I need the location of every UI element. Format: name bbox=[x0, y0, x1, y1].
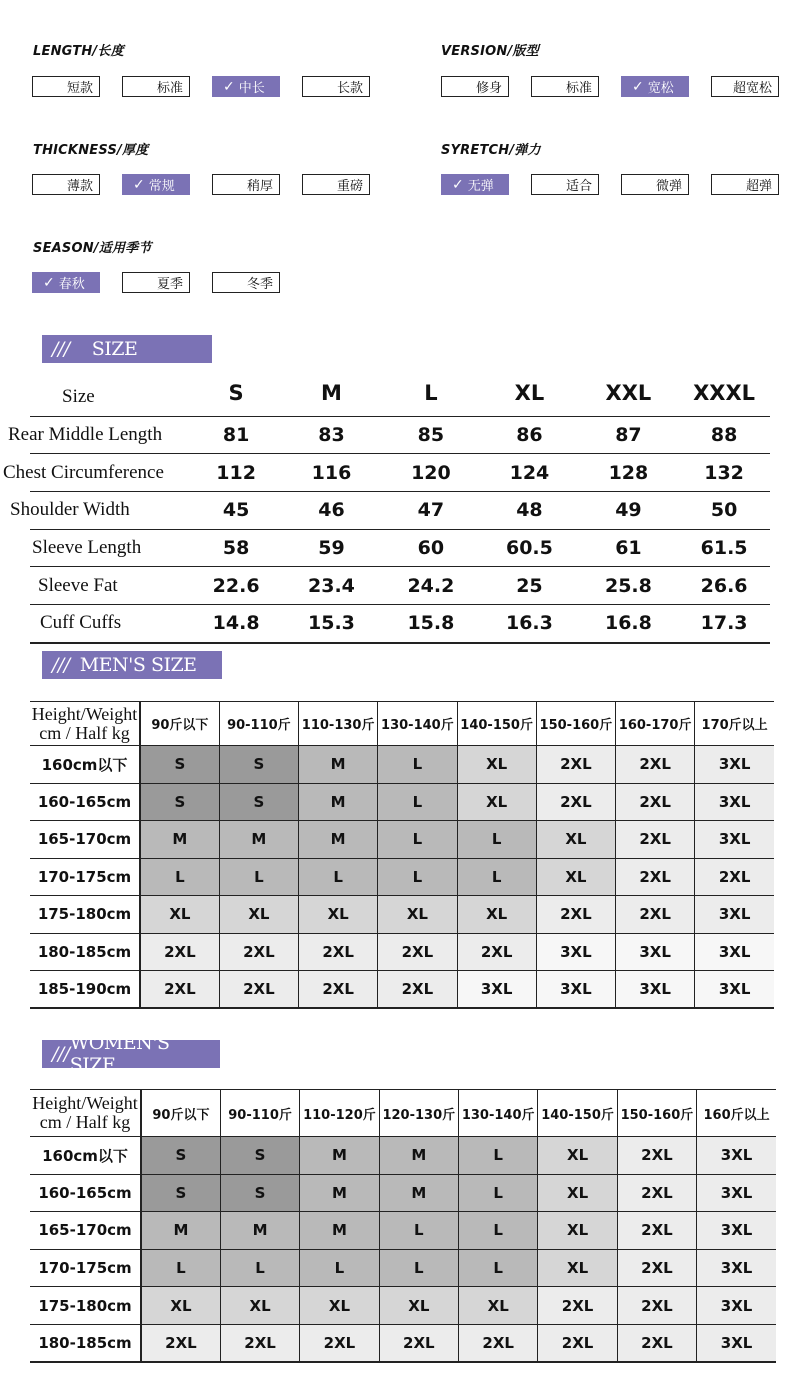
size-header-row bbox=[30, 371, 770, 416]
size-cell: XL bbox=[538, 1212, 617, 1250]
chart-row bbox=[30, 971, 774, 1009]
size-cell: 3XL bbox=[695, 896, 774, 934]
womens-size-chart bbox=[30, 1089, 776, 1363]
size-cell: 86 bbox=[480, 416, 579, 454]
banner-slashes: /// bbox=[52, 1043, 70, 1065]
size-cell: M bbox=[299, 821, 378, 859]
size-cell: XL bbox=[378, 896, 457, 934]
size-row-label-text: Sleeve Length bbox=[32, 537, 142, 559]
size-cell: M bbox=[379, 1137, 458, 1175]
size-cell: 3XL bbox=[697, 1287, 776, 1325]
size-header-cell: L bbox=[382, 371, 481, 416]
corner-line-1: Height/Weight bbox=[31, 703, 138, 724]
chart-row bbox=[30, 858, 774, 896]
chart-header-row bbox=[30, 702, 774, 746]
option-box[interactable] bbox=[212, 174, 280, 195]
size-cell: 3XL bbox=[697, 1249, 776, 1287]
size-cell: S bbox=[141, 1174, 220, 1212]
season-label: SEASON/适用季节 bbox=[33, 241, 152, 256]
option-label: 适合 bbox=[565, 179, 592, 194]
height-label: 160cm以下 bbox=[30, 746, 140, 784]
height-label: 180-185cm bbox=[30, 933, 140, 971]
chart-row bbox=[30, 1137, 776, 1175]
size-cell: L bbox=[220, 1249, 299, 1287]
weight-header-cell: 90斤以下 bbox=[140, 702, 219, 746]
size-cell: L bbox=[379, 1249, 458, 1287]
height-label: 185-190cm bbox=[30, 971, 140, 1009]
size-cell: 3XL bbox=[695, 783, 774, 821]
size-cell: 3XL bbox=[616, 971, 695, 1009]
size-cell: 26.6 bbox=[678, 567, 770, 605]
thickness-options bbox=[32, 174, 392, 195]
size-cell: L bbox=[459, 1137, 538, 1175]
size-cell: 25.8 bbox=[579, 567, 678, 605]
size-cell: M bbox=[140, 821, 219, 859]
size-cell: 59 bbox=[281, 529, 381, 567]
size-cell: L bbox=[378, 746, 457, 784]
option-box[interactable] bbox=[621, 76, 689, 97]
season-options bbox=[32, 272, 302, 293]
size-cell: 112 bbox=[191, 454, 281, 492]
chart-row bbox=[30, 933, 774, 971]
size-row-label-text: Chest Circumference bbox=[3, 461, 164, 483]
check-icon: ✓ bbox=[133, 176, 145, 193]
size-cell: XL bbox=[457, 746, 536, 784]
size-cell: 3XL bbox=[536, 971, 615, 1009]
size-cell: 58 bbox=[191, 529, 281, 567]
size-cell: 2XL bbox=[617, 1137, 696, 1175]
check-icon: ✓ bbox=[223, 78, 235, 95]
size-cell: 22.6 bbox=[191, 567, 281, 605]
option-box[interactable] bbox=[441, 76, 509, 97]
option-label: 宽松 bbox=[647, 81, 674, 96]
chart-row bbox=[30, 1324, 776, 1362]
size-cell: 3XL bbox=[536, 933, 615, 971]
size-row bbox=[30, 416, 770, 454]
size-cell: 2XL bbox=[220, 1324, 299, 1362]
size-cell: XL bbox=[538, 1249, 617, 1287]
option-label: 稍厚 bbox=[246, 179, 273, 194]
size-cell: 120 bbox=[382, 454, 481, 492]
option-label: 标准 bbox=[565, 81, 592, 96]
size-cell: 83 bbox=[281, 416, 381, 454]
size-cell: S bbox=[219, 783, 298, 821]
size-cell: 60 bbox=[382, 529, 481, 567]
size-cell: 2XL bbox=[616, 858, 695, 896]
weight-header-cell: 130-140斤 bbox=[459, 1090, 538, 1137]
size-cell: 50 bbox=[678, 492, 770, 530]
option-box[interactable] bbox=[711, 76, 779, 97]
size-cell: XL bbox=[141, 1287, 220, 1325]
corner-label bbox=[30, 1090, 141, 1137]
size-cell: L bbox=[378, 821, 457, 859]
size-row bbox=[30, 605, 770, 643]
option-box[interactable] bbox=[122, 76, 190, 97]
size-cell: M bbox=[300, 1212, 379, 1250]
option-box[interactable] bbox=[122, 174, 190, 195]
size-cell: XL bbox=[457, 783, 536, 821]
weight-header-cell: 90-110斤 bbox=[220, 1090, 299, 1137]
size-cell: 17.3 bbox=[678, 605, 770, 643]
option-label: 薄款 bbox=[66, 179, 93, 194]
size-cell: 128 bbox=[579, 454, 678, 492]
option-label: 长款 bbox=[336, 81, 363, 96]
option-label: 无弹 bbox=[467, 179, 494, 194]
option-box[interactable] bbox=[212, 76, 280, 97]
size-cell: 24.2 bbox=[382, 567, 481, 605]
size-header-label: Size bbox=[30, 371, 191, 416]
weight-header-cell: 140-150斤 bbox=[457, 702, 536, 746]
size-cell: 81 bbox=[191, 416, 281, 454]
option-box[interactable] bbox=[32, 76, 100, 97]
size-cell: 2XL bbox=[536, 896, 615, 934]
size-cell: XL bbox=[538, 1174, 617, 1212]
size-cell: XL bbox=[219, 896, 298, 934]
size-row bbox=[30, 492, 770, 530]
size-cell: 3XL bbox=[697, 1324, 776, 1362]
size-cell: 3XL bbox=[457, 971, 536, 1009]
size-cell: 2XL bbox=[617, 1212, 696, 1250]
size-cell: M bbox=[299, 783, 378, 821]
size-cell: XL bbox=[299, 896, 378, 934]
size-cell: 3XL bbox=[695, 821, 774, 859]
size-cell: 25 bbox=[480, 567, 579, 605]
size-cell: 88 bbox=[678, 416, 770, 454]
weight-header-cell: 120-130斤 bbox=[379, 1090, 458, 1137]
weight-header-cell: 110-130斤 bbox=[299, 702, 378, 746]
size-row bbox=[30, 529, 770, 567]
chart-row bbox=[30, 783, 774, 821]
weight-header-cell: 90-110斤 bbox=[219, 702, 298, 746]
size-cell: XL bbox=[300, 1287, 379, 1325]
size-header-cell: XXXL bbox=[678, 371, 770, 416]
stretch-options bbox=[441, 174, 801, 195]
size-cell: 2XL bbox=[140, 971, 219, 1009]
height-label: 160-165cm bbox=[30, 783, 140, 821]
size-cell: 2XL bbox=[457, 933, 536, 971]
size-row-label bbox=[3, 454, 191, 492]
size-cell: 2XL bbox=[378, 971, 457, 1009]
weight-header-cell: 150-160斤 bbox=[617, 1090, 696, 1137]
size-cell: L bbox=[379, 1212, 458, 1250]
size-cell: 2XL bbox=[299, 971, 378, 1009]
height-label: 160-165cm bbox=[30, 1174, 141, 1212]
size-cell: 14.8 bbox=[191, 605, 281, 643]
chart-row bbox=[30, 1174, 776, 1212]
size-cell: 3XL bbox=[695, 746, 774, 784]
length-options bbox=[32, 76, 392, 97]
size-cell: 2XL bbox=[379, 1324, 458, 1362]
banner-title: MEN'S SIZE bbox=[79, 654, 197, 676]
size-cell: 2XL bbox=[617, 1249, 696, 1287]
size-row-label bbox=[8, 416, 191, 454]
size-cell: L bbox=[219, 858, 298, 896]
version-label: VERSION/版型 bbox=[441, 44, 539, 59]
height-label: 165-170cm bbox=[30, 1212, 141, 1250]
size-cell: L bbox=[140, 858, 219, 896]
corner-label bbox=[30, 702, 140, 746]
size-cell: 2XL bbox=[140, 933, 219, 971]
size-header-cell: S bbox=[191, 371, 281, 416]
size-cell: XL bbox=[457, 896, 536, 934]
option-box[interactable] bbox=[302, 76, 370, 97]
weight-header-cell: 90斤以下 bbox=[141, 1090, 220, 1137]
size-cell: 2XL bbox=[219, 933, 298, 971]
size-cell: L bbox=[299, 858, 378, 896]
option-box[interactable] bbox=[531, 76, 599, 97]
size-cell: 2XL bbox=[695, 858, 774, 896]
size-cell: 2XL bbox=[538, 1324, 617, 1362]
length-label: LENGTH/长度 bbox=[33, 44, 124, 59]
size-cell: 116 bbox=[281, 454, 381, 492]
size-cell: 2XL bbox=[459, 1324, 538, 1362]
size-cell: M bbox=[299, 746, 378, 784]
size-cell: 2XL bbox=[141, 1324, 220, 1362]
weight-header-cell: 130-140斤 bbox=[378, 702, 457, 746]
size-row-label bbox=[30, 567, 191, 605]
height-label: 180-185cm bbox=[30, 1324, 141, 1362]
height-label: 175-180cm bbox=[30, 1287, 141, 1325]
size-cell: 2XL bbox=[299, 933, 378, 971]
size-cell: L bbox=[141, 1249, 220, 1287]
weight-header-cell: 110-120斤 bbox=[300, 1090, 379, 1137]
height-label: 165-170cm bbox=[30, 821, 140, 859]
size-cell: M bbox=[300, 1137, 379, 1175]
size-row bbox=[30, 454, 770, 492]
corner-line-2: cm / Half kg bbox=[39, 722, 130, 743]
size-cell: L bbox=[378, 858, 457, 896]
check-icon: ✓ bbox=[632, 78, 644, 95]
size-cell: 49 bbox=[579, 492, 678, 530]
size-cell: 2XL bbox=[617, 1174, 696, 1212]
option-label: 重磅 bbox=[336, 179, 363, 194]
size-cell: 2XL bbox=[536, 783, 615, 821]
size-row-label-text: Sleeve Fat bbox=[38, 574, 118, 596]
option-box[interactable] bbox=[441, 174, 509, 195]
banner-title: SIZE bbox=[91, 338, 138, 360]
option-label: 微弹 bbox=[655, 179, 682, 194]
size-cell: S bbox=[140, 746, 219, 784]
size-cell: L bbox=[459, 1174, 538, 1212]
size-cell: L bbox=[459, 1249, 538, 1287]
size-row-label-text: Shoulder Width bbox=[10, 499, 130, 521]
size-cell: 3XL bbox=[697, 1137, 776, 1175]
size-cell: 15.3 bbox=[281, 605, 381, 643]
size-cell: 61 bbox=[579, 529, 678, 567]
option-box[interactable] bbox=[212, 272, 280, 293]
option-box[interactable] bbox=[711, 174, 779, 195]
option-box[interactable] bbox=[621, 174, 689, 195]
size-row-label-text: Cuff Cuffs bbox=[40, 612, 122, 634]
height-label: 170-175cm bbox=[30, 1249, 141, 1287]
option-label: 中长 bbox=[238, 81, 265, 96]
size-table bbox=[3, 371, 770, 644]
size-cell: M bbox=[379, 1174, 458, 1212]
chart-row bbox=[30, 1249, 776, 1287]
weight-header-cell: 140-150斤 bbox=[538, 1090, 617, 1137]
size-row bbox=[30, 567, 770, 605]
size-cell: L bbox=[457, 821, 536, 859]
size-cell: S bbox=[141, 1137, 220, 1175]
size-cell: 2XL bbox=[617, 1324, 696, 1362]
size-cell: 2XL bbox=[378, 933, 457, 971]
size-cell: 2XL bbox=[538, 1287, 617, 1325]
size-header-cell: XXL bbox=[579, 371, 678, 416]
size-cell: S bbox=[219, 746, 298, 784]
height-label: 175-180cm bbox=[30, 896, 140, 934]
option-label: 短款 bbox=[66, 81, 93, 96]
option-box[interactable] bbox=[531, 174, 599, 195]
corner-line-1: Height/Weight bbox=[32, 1093, 138, 1113]
version-options bbox=[441, 76, 801, 97]
option-label: 超宽松 bbox=[732, 81, 772, 96]
chart-row bbox=[30, 821, 774, 859]
womens-size-banner bbox=[42, 1032, 220, 1076]
option-label: 常规 bbox=[148, 179, 175, 194]
option-box[interactable] bbox=[302, 174, 370, 195]
size-cell: 87 bbox=[579, 416, 678, 454]
banner-title: WOMEN'S SIZE bbox=[69, 1032, 170, 1076]
size-cell: XL bbox=[140, 896, 219, 934]
size-cell: 16.3 bbox=[480, 605, 579, 643]
size-cell: 2XL bbox=[219, 971, 298, 1009]
chart-row bbox=[30, 746, 774, 784]
banner-slashes: /// bbox=[52, 654, 70, 676]
size-cell: 60.5 bbox=[480, 529, 579, 567]
option-label: 夏季 bbox=[156, 277, 183, 292]
size-cell: 23.4 bbox=[281, 567, 381, 605]
height-label: 170-175cm bbox=[30, 858, 140, 896]
banner-slashes: /// bbox=[52, 338, 70, 360]
size-cell: 2XL bbox=[616, 783, 695, 821]
size-cell: 16.8 bbox=[579, 605, 678, 643]
size-cell: 85 bbox=[382, 416, 481, 454]
stretch-label: SYRETCH/弹力 bbox=[441, 143, 541, 158]
size-cell: XL bbox=[379, 1287, 458, 1325]
corner-line-2: cm / Half kg bbox=[39, 1112, 131, 1132]
mens-size-banner bbox=[42, 651, 222, 679]
chart-row bbox=[30, 896, 774, 934]
size-cell: 132 bbox=[678, 454, 770, 492]
size-header-cell: XL bbox=[480, 371, 579, 416]
thickness-label: THICKNESS/厚度 bbox=[33, 143, 149, 158]
option-label: 春秋 bbox=[58, 277, 85, 292]
option-label: 修身 bbox=[475, 81, 502, 96]
size-row-label-text: Rear Middle Length bbox=[8, 424, 163, 446]
weight-header-cell: 150-160斤 bbox=[536, 702, 615, 746]
size-row-label bbox=[30, 605, 191, 643]
size-cell: 3XL bbox=[616, 933, 695, 971]
size-cell: 46 bbox=[281, 492, 381, 530]
size-cell: M bbox=[141, 1212, 220, 1250]
size-banner bbox=[42, 335, 212, 363]
option-box[interactable] bbox=[32, 174, 100, 195]
size-cell: XL bbox=[459, 1287, 538, 1325]
check-icon: ✓ bbox=[43, 274, 55, 291]
size-cell: 61.5 bbox=[678, 529, 770, 567]
size-cell: 47 bbox=[382, 492, 481, 530]
size-header-cell: M bbox=[281, 371, 381, 416]
chart-row bbox=[30, 1212, 776, 1250]
size-cell: 2XL bbox=[616, 896, 695, 934]
size-cell: 15.8 bbox=[382, 605, 481, 643]
option-label: 冬季 bbox=[246, 277, 273, 292]
option-label: 超弹 bbox=[745, 179, 772, 194]
chart-header-row bbox=[30, 1090, 776, 1137]
option-box[interactable] bbox=[122, 272, 190, 293]
size-cell: XL bbox=[536, 821, 615, 859]
chart-row bbox=[30, 1287, 776, 1325]
size-row-label bbox=[10, 492, 191, 530]
size-cell: L bbox=[378, 783, 457, 821]
size-cell: M bbox=[300, 1174, 379, 1212]
size-cell: 2XL bbox=[616, 821, 695, 859]
height-label: 160cm以下 bbox=[30, 1137, 141, 1175]
size-cell: L bbox=[459, 1212, 538, 1250]
size-cell: 3XL bbox=[695, 933, 774, 971]
size-cell: S bbox=[140, 783, 219, 821]
size-cell: 2XL bbox=[536, 746, 615, 784]
size-cell: 2XL bbox=[300, 1324, 379, 1362]
size-cell: S bbox=[220, 1137, 299, 1175]
size-cell: M bbox=[219, 821, 298, 859]
size-cell: 2XL bbox=[616, 746, 695, 784]
size-cell: 3XL bbox=[695, 971, 774, 1009]
weight-header-cell: 160-170斤 bbox=[616, 702, 695, 746]
size-cell: XL bbox=[220, 1287, 299, 1325]
weight-header-cell: 160斤以上 bbox=[697, 1090, 776, 1137]
size-cell: M bbox=[220, 1212, 299, 1250]
check-icon: ✓ bbox=[452, 176, 464, 193]
size-cell: XL bbox=[536, 858, 615, 896]
size-cell: 48 bbox=[480, 492, 579, 530]
size-cell: 2XL bbox=[617, 1287, 696, 1325]
mens-size-chart bbox=[30, 701, 774, 1009]
size-cell: S bbox=[220, 1174, 299, 1212]
option-box[interactable] bbox=[32, 272, 100, 293]
size-cell: L bbox=[457, 858, 536, 896]
size-cell: 124 bbox=[480, 454, 579, 492]
weight-header-cell: 170斤以上 bbox=[695, 702, 774, 746]
size-cell: L bbox=[300, 1249, 379, 1287]
size-cell: XL bbox=[538, 1137, 617, 1175]
size-cell: 3XL bbox=[697, 1174, 776, 1212]
size-cell: 3XL bbox=[697, 1212, 776, 1250]
size-row-label bbox=[30, 529, 191, 567]
option-label: 标准 bbox=[156, 81, 183, 96]
size-cell: 45 bbox=[191, 492, 281, 530]
